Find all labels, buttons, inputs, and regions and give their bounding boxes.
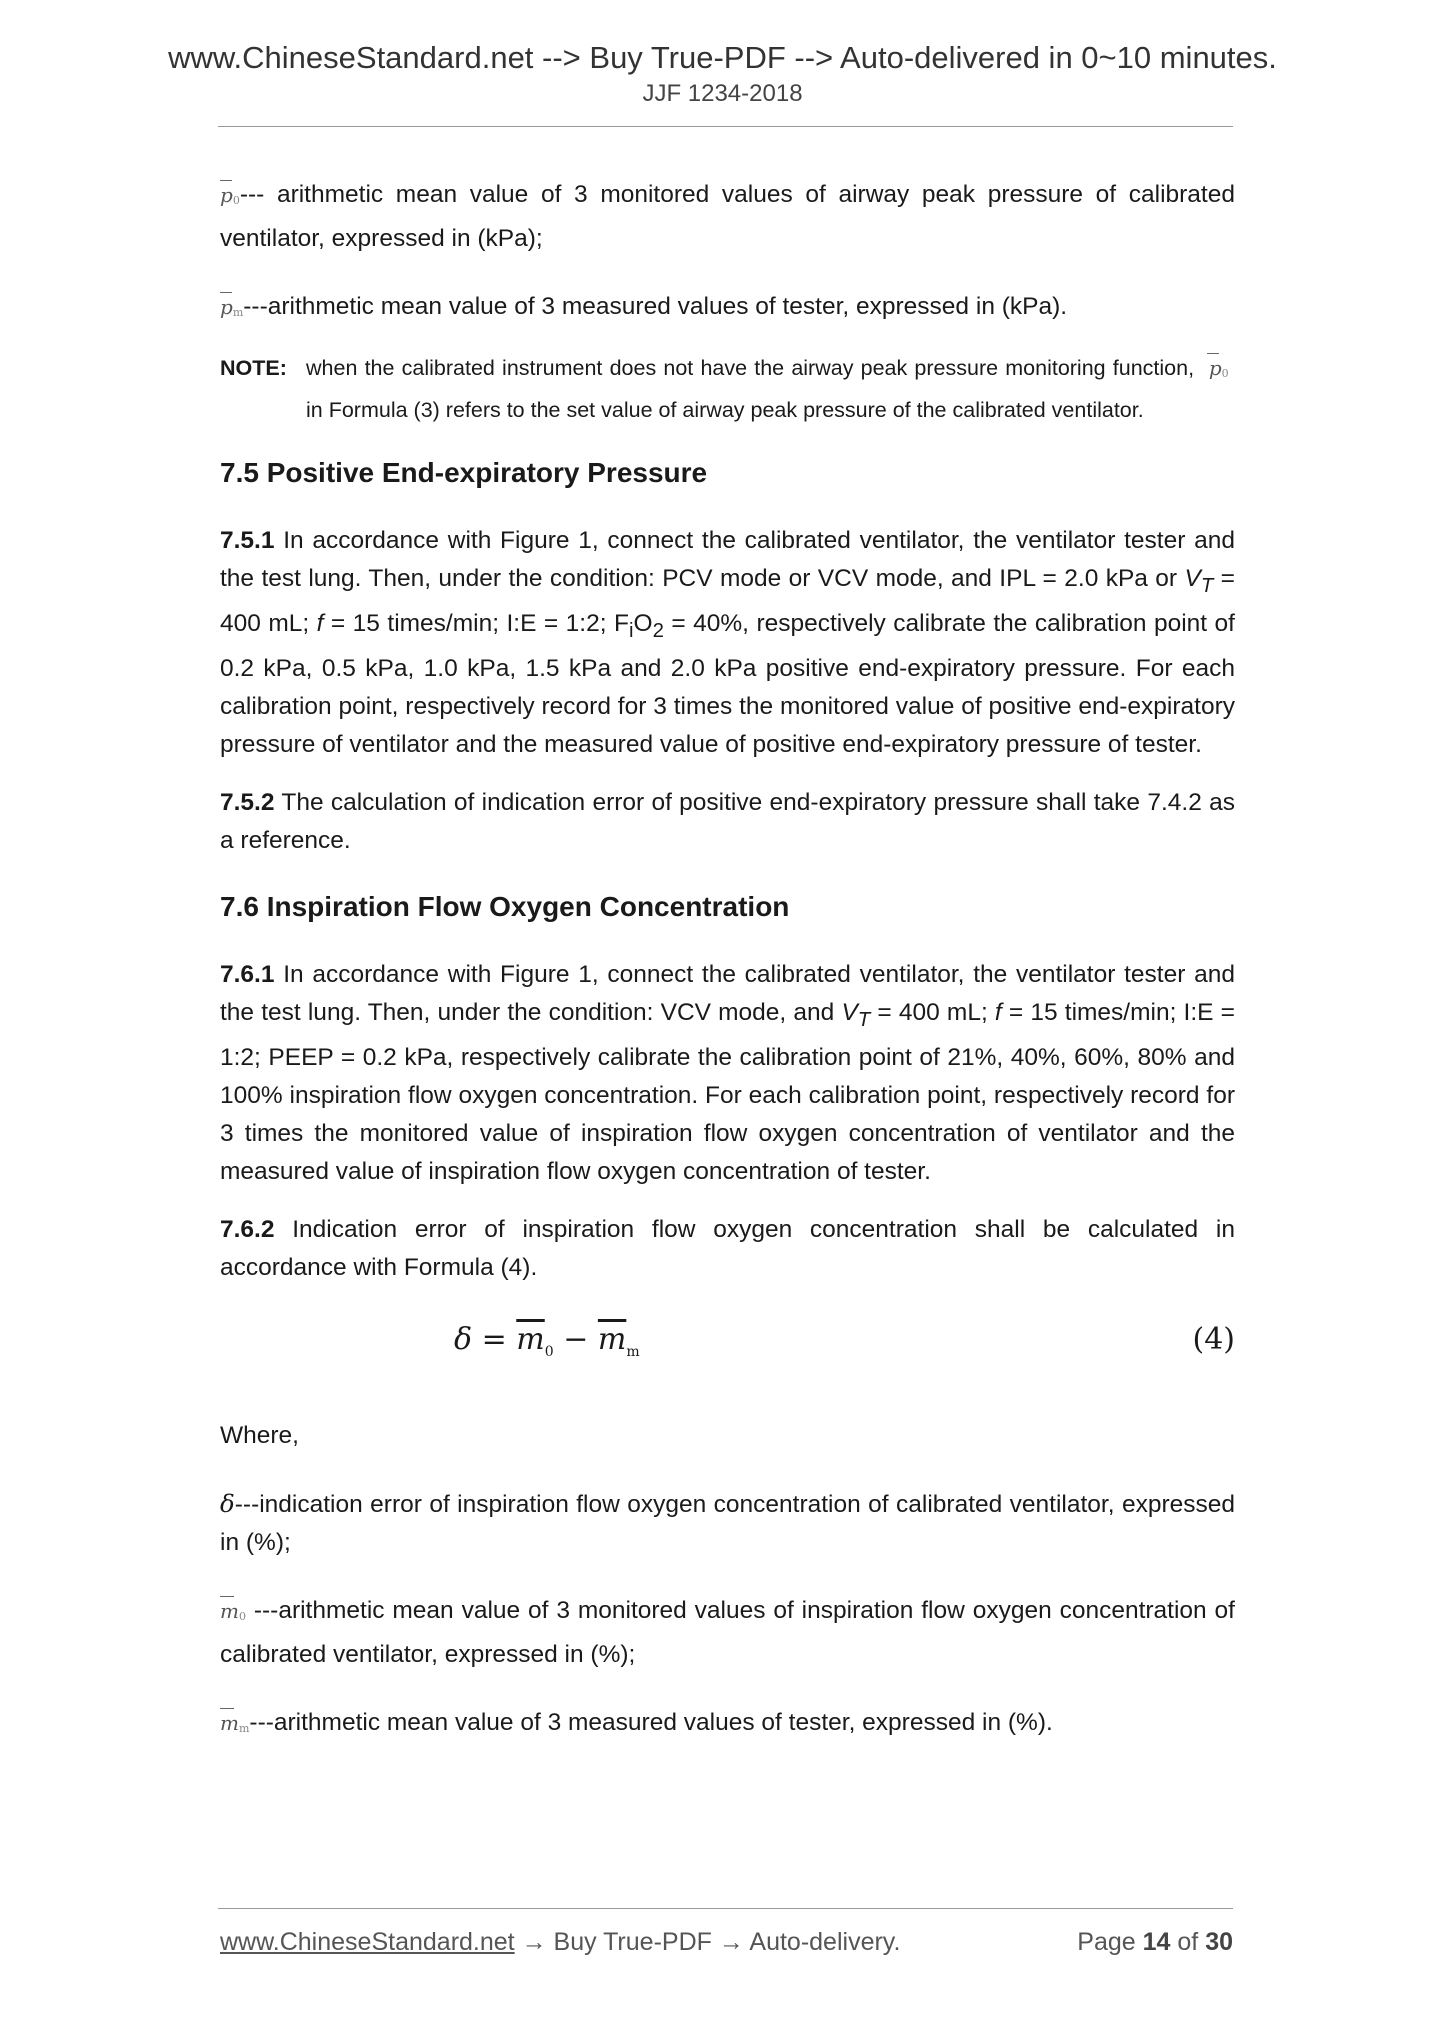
para-7-6-2: 7.6.2 Indication error of inspiration flow oxygen concentration shall be calculated in accordance with Formula (4). <box>220 1215 1235 1281</box>
footer-link[interactable]: www.ChineseStandard.net <box>220 1928 515 1956</box>
page-content <box>220 176 1235 1748</box>
para-7-6-1: 7.6.1 In accordance with Figure 1, connect the calibrated ventilator, the ventilator tester and the test lung. Then, under the condition: VCV mode, and $V_T = 400$ mL; f = 15 times/min; I:E = 1:2; PEEP = 0.2 kPa, respectively calibrate the calibration point of 21%, 40%, 60%, 80% and 100% inspiration flow oxygen concentration. For each calibration point, respectively record for 3 times the monitored value of inspiration flow oxygen concentration of ventilator and the measured value of inspiration flow oxygen concentration of tester. <box>220 960 1235 1185</box>
formula-4-number: (4) <box>1192 1321 1235 1357</box>
symbol-p0: $p_0$ <box>220 183 240 207</box>
footer-divider <box>218 1908 1233 1909</box>
symbol-mm: $m_m$ <box>220 1711 249 1735</box>
definition-mm: $m_m--$-arithmetic mean value of 3 measured values of tester, expressed in (%). <box>220 1708 1053 1736</box>
note-block <box>220 350 1235 428</box>
header-divider <box>218 126 1233 127</box>
footer-left: www.ChineseStandard.net → Buy True-PDF → Auto-delivery. <box>220 1928 901 1956</box>
where-label: Where, <box>220 1421 299 1449</box>
definition-p0: $p_0---$ arithmetic mean value of 3 monitored values of airway peak pressure of calibrated ventilator, expressed in (kPa); <box>220 181 1235 252</box>
para-7-5-1: 7.5.1 In accordance with Figure 1, connect the calibrated ventilator, the ventilator tester and the test lung. Then, under the condition: PCV mode or VCV mode, and IPL = 2.0 kPa or $V_T = 400$ mL; f = 15 times/min; I:E = 1:2; $F_iO_2 = 40\%$, respectively calibrate the calibration point of 0.2 kPa, 0.5 kPa, 1.0 kPa, 1.5 kPa and 2.0 kPa positive end-expiratory pressure. For each calibration point, respectively record for 3 times the monitored value of positive end-expiratory pressure of ventilator and the measured value of positive end-expiratory pressure of tester. <box>220 527 1235 758</box>
symbol-pm: $p_m$ <box>220 295 243 319</box>
symbol-m0: $m_0$ <box>220 1599 246 1623</box>
header-doc-code: JJF 1234-2018 <box>642 80 803 107</box>
para-7-5-2: 7.5.2 The calculation of indication error of positive end-expiratory pressure shall take 7.4.2 as a reference. <box>220 788 1235 854</box>
note-text: when the calibrated instrument does not have the airway peak pressure monitoring function, $p_0$ in Formula (3) refers to the set value of airway peak pressure of the calibrated ventilator. <box>306 350 1235 428</box>
page-indicator: Page 14 of 30 <box>1077 1928 1233 1956</box>
formula-4-expression: $\delta = \overline{m}_0 - \overline{m}_m$ <box>454 1321 640 1360</box>
symbol-p0-note: $p_0$ <box>1201 356 1235 380</box>
formula-4 <box>220 1311 1235 1381</box>
definition-m0: $m_0$ ---arithmetic mean value of 3 monitored values of inspiration flow oxygen concentration of calibrated ventilator, expressed in (%); <box>220 1596 1235 1668</box>
section-7-5-title: 7.5 Positive End-expiratory Pressure <box>220 457 708 488</box>
section-7-6-title: 7.6 Inspiration Flow Oxygen Concentration <box>220 890 790 922</box>
definition-pm: $p_m--$-arithmetic mean value of 3 measured values of tester, expressed in (kPa). <box>220 293 1068 320</box>
header-url-line: www.ChineseStandard.net --> Buy True-PDF --> Auto-delivered in 0~10 minutes. <box>168 40 1277 75</box>
definition-delta: δ---indication error of inspiration flow oxygen concentration of calibrated ventilator, expressed in (%); <box>220 1488 1235 1556</box>
note-label: NOTE: <box>220 356 287 380</box>
